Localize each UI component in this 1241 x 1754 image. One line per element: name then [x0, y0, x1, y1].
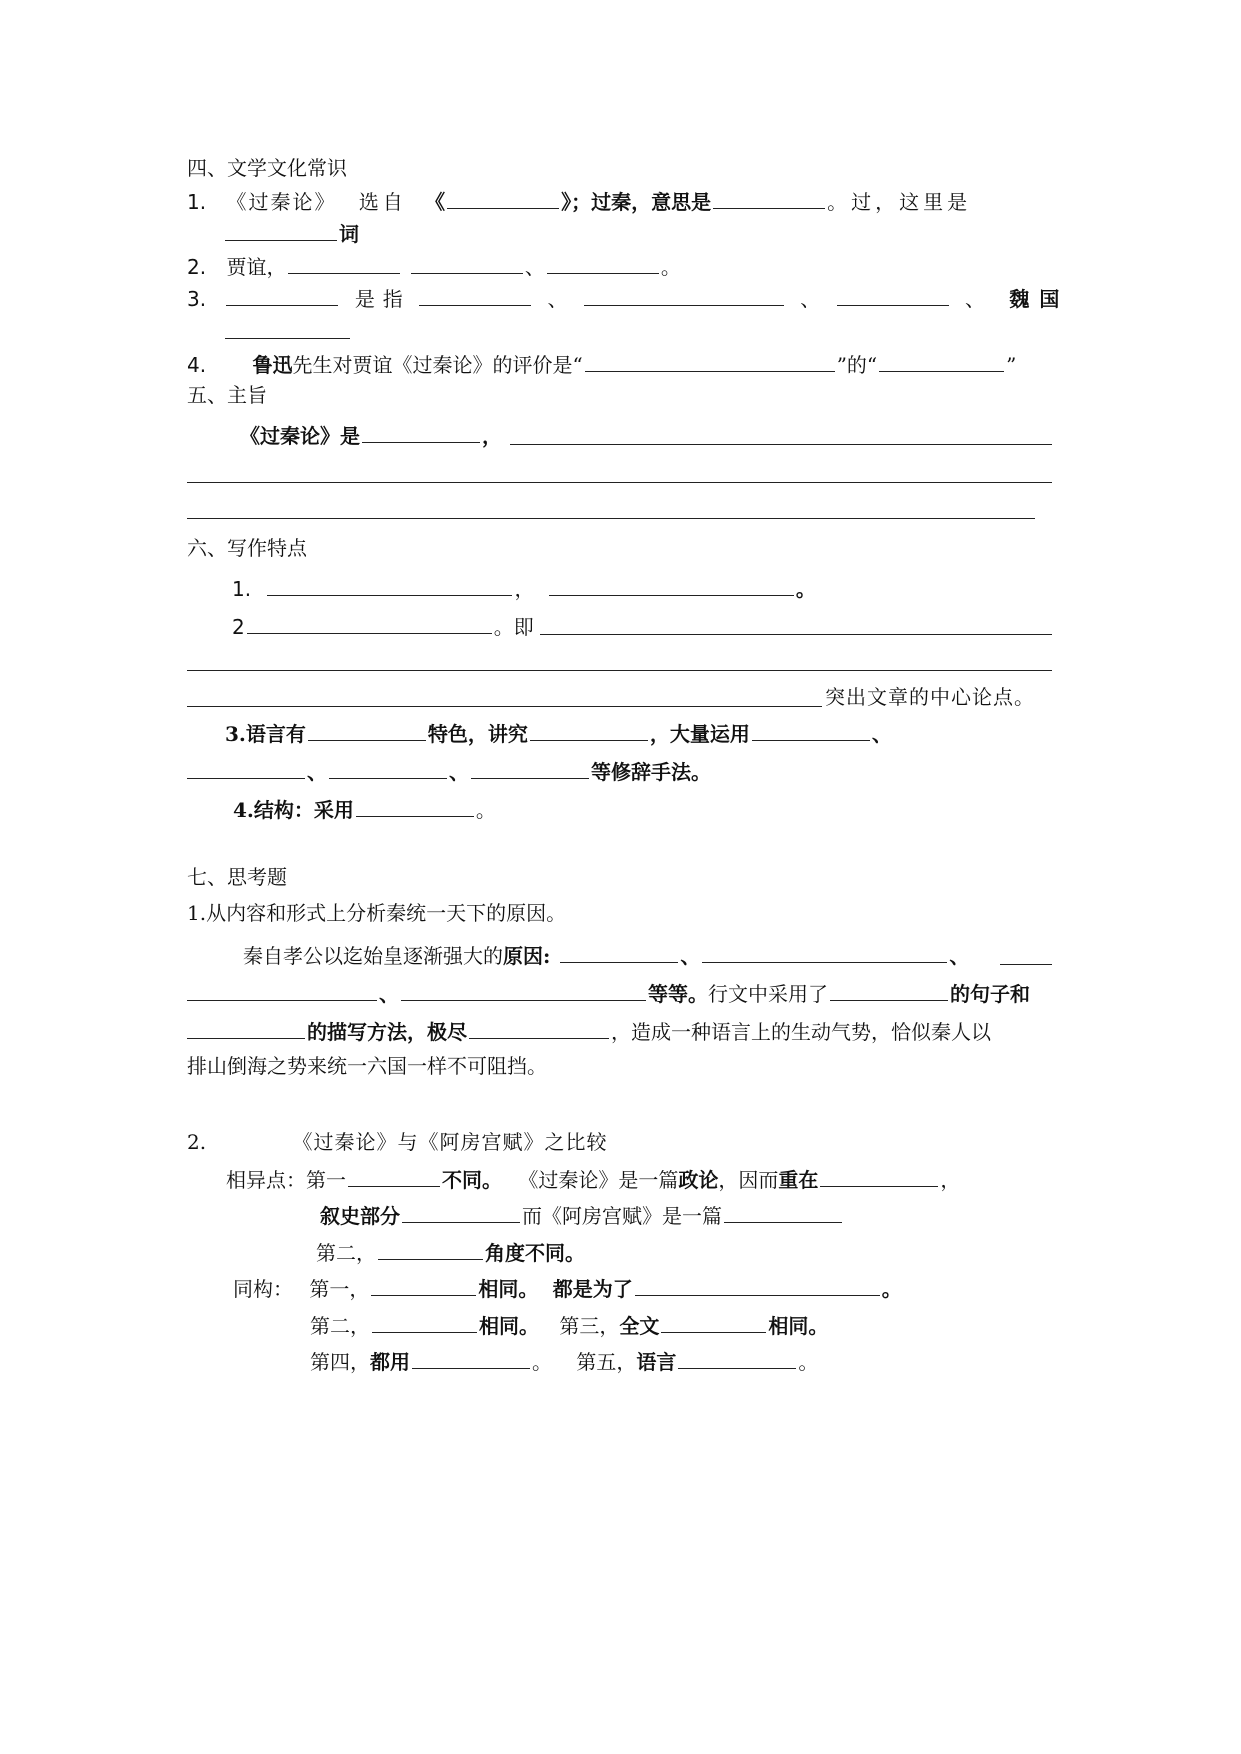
s7-q2-s3c: 相同。: [768, 1314, 829, 1338]
s7-q2-s1a: 第一，: [309, 1277, 370, 1301]
s4-q3-sep-3: 、: [964, 287, 985, 311]
s7-q2-s4-blank[interactable]: [412, 1350, 530, 1369]
s4-q3-blank-2[interactable]: [419, 287, 531, 306]
s4-q4: [187, 353, 1016, 375]
s7-q2-s5b: 语言: [636, 1350, 677, 1374]
s7-q2-s3-blank[interactable]: [661, 1314, 766, 1333]
s4-q2-blank-1[interactable]: [288, 255, 400, 274]
s7-q2-d2b: 角度不同。: [485, 1241, 585, 1265]
s6-q4-end: 。: [475, 798, 496, 822]
s7-q2-s1-blank-1[interactable]: [371, 1277, 476, 1296]
s7-q2-diff-1: [226, 1168, 960, 1190]
s6-q3-blank-3[interactable]: [752, 722, 870, 741]
s4-q3-blank-1[interactable]: [226, 287, 338, 306]
s7-q2-s1c: 都是为了: [552, 1277, 633, 1301]
section-7-heading: 七、思考题: [187, 865, 287, 889]
s7-q1-blank-3a[interactable]: [1000, 964, 1052, 965]
s6-q3-line2: [187, 760, 711, 782]
s5-blank-3[interactable]: [187, 482, 1052, 483]
s7-q2-d1-blank-2[interactable]: [820, 1168, 938, 1187]
s4-q1-line2: [225, 222, 359, 244]
s7-q2-d1f: 重在: [778, 1168, 819, 1192]
s4-q3-sep-1: 、: [547, 287, 568, 311]
s5-line1: [240, 424, 502, 446]
s6-q3-blank-1[interactable]: [308, 722, 426, 741]
s4-q1-text-c: 《: [425, 190, 446, 214]
s4-q1-text-b: 选自: [358, 190, 407, 214]
s7-q2-d2a: 第二，: [316, 1241, 376, 1265]
s7-q2-s4b: 都用: [370, 1350, 410, 1374]
s7-q2-same-3: [310, 1350, 818, 1372]
s7-q2-title-line: [187, 1132, 607, 1152]
s4-q1-num: 1.: [187, 190, 207, 214]
s5-blank-4[interactable]: [187, 518, 1035, 519]
s7-q2-s1d: 。: [881, 1277, 902, 1301]
s7-q1-blank-2[interactable]: [702, 944, 947, 963]
s7-q2-d1h: 叙史部分: [320, 1204, 400, 1228]
s4-q3-wei: 魏国: [1009, 287, 1070, 311]
s4-q1-blank-2[interactable]: [713, 190, 825, 209]
s5-blank-1[interactable]: [362, 424, 480, 443]
s4-q3-blank-3[interactable]: [584, 287, 784, 306]
s7-q1-line2: [187, 982, 1030, 1004]
s7-q2-d1-blank-3[interactable]: [402, 1204, 520, 1223]
s6-q1-end: 。: [795, 577, 816, 601]
s4-q3-blank-5[interactable]: [225, 338, 350, 339]
s5-text-a: 《过秦论》是: [240, 424, 360, 448]
s7-q2-d1a: 第一: [306, 1168, 346, 1192]
s4-q4-blank-1[interactable]: [585, 353, 835, 372]
s6-q3-line1: [225, 722, 892, 744]
s6-q2-num: 2: [232, 615, 245, 639]
s6-q1-blank-1[interactable]: [267, 577, 512, 596]
s7-q2-s4c: 。: [532, 1350, 552, 1374]
section-6-heading: 六、写作特点: [187, 536, 307, 560]
s7-q2-d1d: 政论: [678, 1168, 719, 1192]
s4-q4-luxun: 鲁迅: [252, 353, 293, 377]
s6-q1-comma: ，: [514, 577, 535, 601]
s7-q2-title: 《过秦论》与《阿房宫赋》之比较: [292, 1130, 608, 1154]
s6-q4-blank-1[interactable]: [356, 798, 474, 817]
s7-q2-s2-blank[interactable]: [372, 1314, 477, 1333]
s5-comma: ，: [482, 424, 502, 448]
s4-q4-text-d: ”: [1006, 353, 1017, 377]
s4-q3-blank-4[interactable]: [837, 287, 949, 306]
s4-q2-blank-2[interactable]: [411, 255, 523, 274]
s7-q2-d2-blank[interactable]: [378, 1241, 483, 1260]
s6-q3-text-d: 等修辞手法。: [591, 760, 711, 784]
s7-q1-blank-6[interactable]: [187, 1020, 305, 1039]
s4-q1-text-d: 》；过秦，意思是: [561, 190, 712, 214]
s7-q1-line1: [243, 944, 969, 966]
s7-q2-diff-3: [316, 1241, 585, 1263]
s6-q2-blank-1[interactable]: [247, 615, 492, 634]
s4-q2-end: 。: [660, 255, 681, 279]
s4-q4-num: 4.: [187, 353, 207, 377]
s7-q1-line3: [187, 1020, 991, 1042]
s7-q2-same-1: [233, 1277, 902, 1299]
s4-q1-text-e: 。过，这里是: [827, 190, 972, 214]
s4-q4-text-b: 先生对贾谊《过秦论》的评价是“: [292, 353, 583, 377]
s6-q3-text-c: ，大量运用: [649, 722, 750, 746]
s7-q1-text-e: 的句子和: [950, 982, 1030, 1006]
s6-q3-sep-2: 、: [307, 760, 327, 784]
s6-q2-blank-4[interactable]: [187, 706, 822, 707]
s7-q1-text-a: 秦自孝公以迄始皇逐渐强大的: [243, 944, 503, 968]
s6-q1-num: 1.: [232, 577, 252, 601]
s7-q1-blank-5[interactable]: [830, 982, 948, 1001]
s4-q2-text-a: 贾谊，: [226, 255, 287, 279]
s7-q1-title: 1.从内容和形式上分析秦统一天下的原因。: [187, 901, 567, 925]
s7-q2-s5a: 第五，: [576, 1350, 637, 1374]
s6-q3-text-b: 特色，讲究: [427, 722, 528, 746]
s7-q2-d1e: ，因而: [718, 1168, 779, 1192]
s6-q3-blank-5[interactable]: [329, 760, 447, 779]
s7-q2-diff-label: 相异点：: [226, 1168, 306, 1192]
s7-q2-d1-blank-1[interactable]: [348, 1168, 440, 1187]
s7-q2-s5c: 。: [798, 1350, 819, 1374]
section-4-heading: 四、文学文化常识: [187, 156, 347, 180]
s6-q1-blank-2[interactable]: [549, 577, 794, 596]
s7-q1-blank-7[interactable]: [469, 1020, 609, 1039]
s4-q3: [187, 287, 1069, 309]
s7-q1-text-b: 原因:: [503, 944, 551, 968]
s7-q2-s5-blank[interactable]: [678, 1350, 796, 1369]
s7-q1-sep-3: 、: [379, 982, 399, 1006]
s6-q1: [232, 577, 816, 599]
s7-q1-text-f: 的描写方法，极尽: [307, 1020, 467, 1044]
s4-q3-num: 3.: [187, 287, 207, 311]
s6-q2-blank-2[interactable]: [540, 634, 1052, 635]
s4-q2-num: 2.: [187, 255, 207, 279]
s7-q2-d1i: 而《阿房宫赋》是一篇: [522, 1204, 722, 1228]
s6-q3-blank-2[interactable]: [530, 722, 648, 741]
s5-blank-2[interactable]: [510, 444, 1052, 445]
s7-q1-text-g: ，造成一种语言上的生动气势，恰似秦人以: [611, 1020, 991, 1044]
s4-q1-text-a: 《过秦论》: [226, 190, 337, 214]
s7-q2-s1b: 相同。: [478, 1277, 539, 1301]
s7-q2-d1-blank-4[interactable]: [724, 1204, 842, 1223]
s4-q3-sep-2: 、: [800, 287, 821, 311]
s6-q4: [233, 798, 496, 820]
s7-q2-diff-2: [320, 1204, 844, 1226]
s4-q2-blank-3[interactable]: [547, 255, 659, 274]
s7-q2-same-2: [310, 1314, 828, 1336]
s7-q1-sep-2: 、: [949, 944, 970, 968]
s6-q3-sep-1: 、: [871, 722, 892, 746]
s6-q3-blank-4[interactable]: [187, 760, 305, 779]
s7-q1-blank-3b[interactable]: [187, 982, 377, 1001]
s7-q2-d1c: 《过秦论》是一篇: [518, 1168, 679, 1192]
s7-q2-num: 2.: [187, 1130, 207, 1154]
s7-q1-blank-1[interactable]: [560, 944, 678, 963]
s7-q2-d1b: 不同。: [442, 1168, 502, 1192]
s7-q2-s3a: 第三，: [559, 1314, 620, 1338]
s4-q4-text-c: ”的“: [836, 353, 878, 377]
s6-q3-text-a: 3.语言有: [225, 722, 306, 746]
s7-q2-d1g: ，: [940, 1168, 961, 1192]
s4-q1-blank-1[interactable]: [447, 190, 559, 209]
s7-q2-s3b: 全文: [619, 1314, 660, 1338]
s4-q3-text-a: 是指: [354, 287, 411, 311]
s4-q2: [187, 255, 681, 277]
s7-q2-s2b: 相同。: [479, 1314, 539, 1338]
s6-q2-blank-3[interactable]: [187, 670, 1052, 671]
s6-q3-sep-3: 、: [449, 760, 469, 784]
s7-q1-text-c: 等等。: [648, 982, 708, 1006]
s6-q2-mid: 。即: [493, 615, 534, 639]
s4-q1-line1: [187, 190, 971, 212]
s6-q2-tail: 突出文章的中心论点。: [825, 685, 1035, 709]
s4-q2-sep: 、: [524, 255, 545, 279]
s7-q1-line4: 排山倒海之势来统一六国一样不可阻挡。: [187, 1054, 547, 1078]
s4-q4-blank-2[interactable]: [879, 353, 1004, 372]
s6-q4-text-a: 4.结构：采用: [233, 798, 354, 822]
s7-q2-s4a: 第四，: [310, 1350, 370, 1374]
s7-q2-s2a: 第二，: [310, 1314, 370, 1338]
s7-q1-sep-1: 、: [680, 944, 701, 968]
s7-q1-blank-4[interactable]: [401, 982, 646, 1001]
s6-q2: [232, 615, 534, 637]
s7-q1-text-d: 行文中采用了: [708, 982, 828, 1006]
section-5-heading: 五、主旨: [187, 383, 267, 407]
s7-q2-same-label: 同构：: [233, 1277, 293, 1301]
s6-q3-blank-6[interactable]: [471, 760, 589, 779]
s4-q1-blank-3[interactable]: [225, 222, 337, 241]
s4-q1-text-f: 词: [339, 222, 359, 246]
s7-q2-s1-blank-2[interactable]: [635, 1277, 880, 1296]
